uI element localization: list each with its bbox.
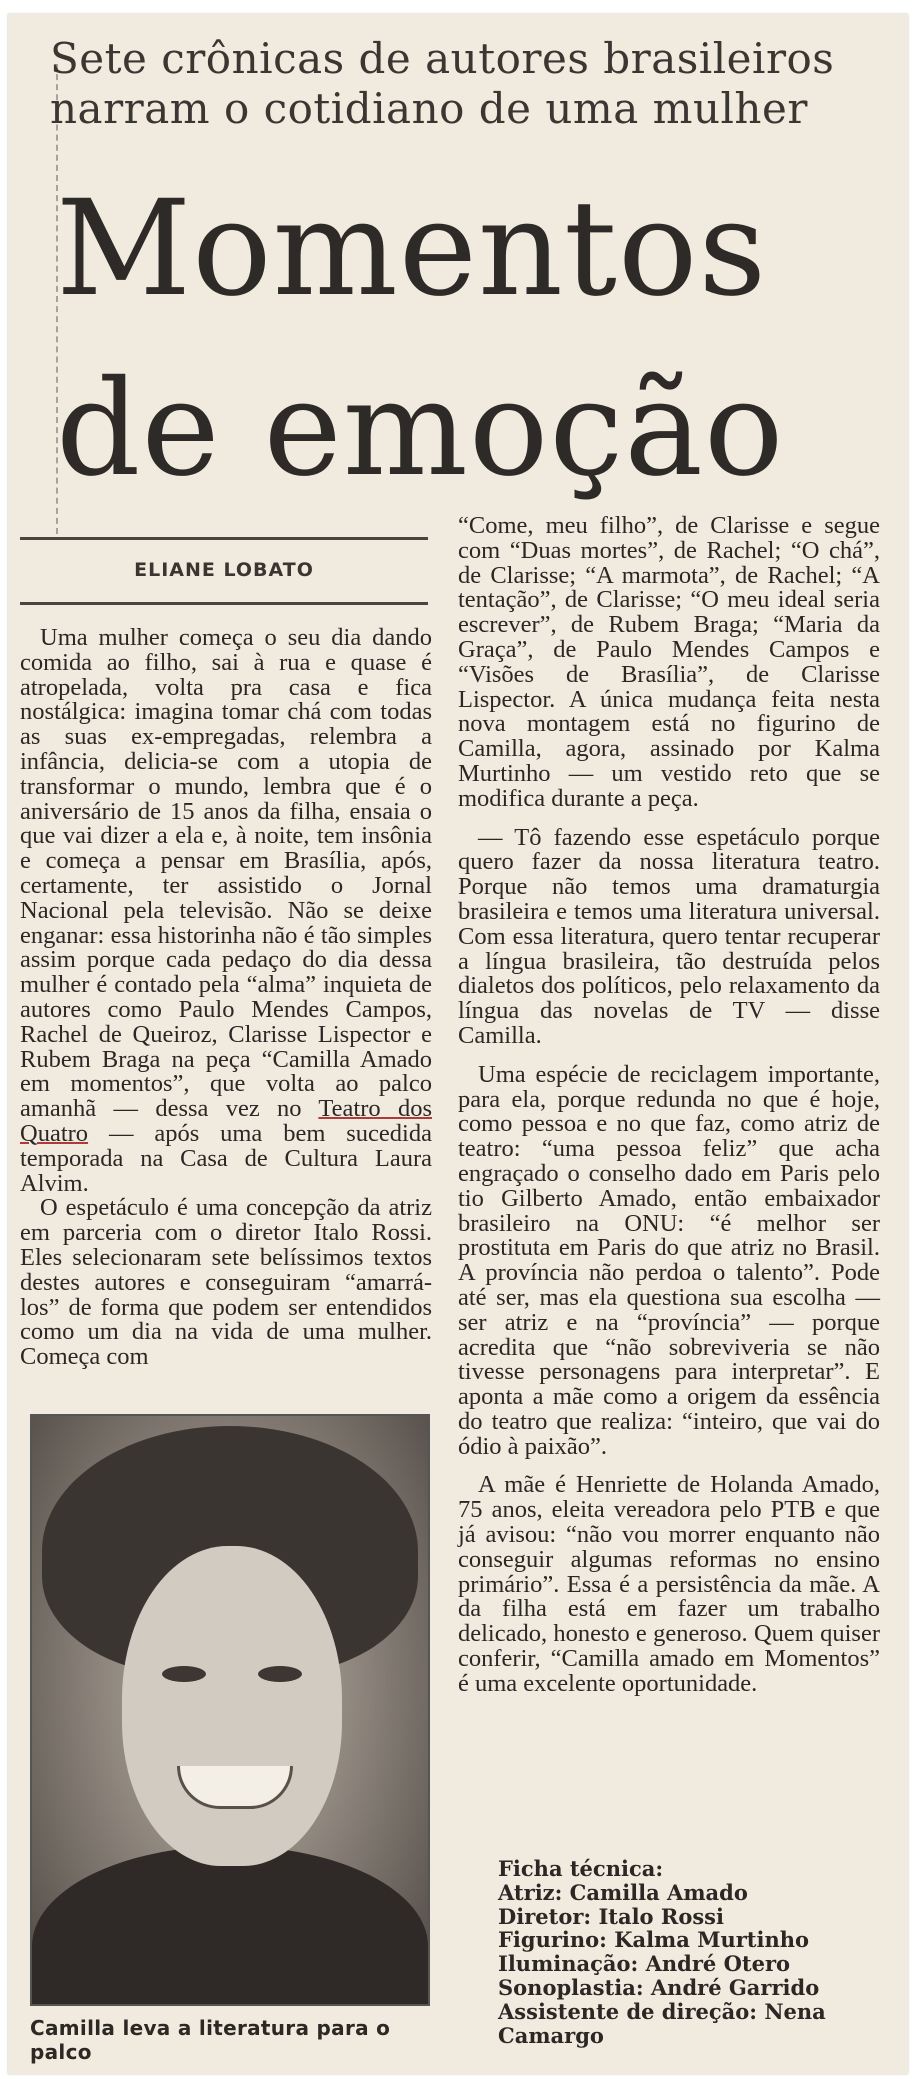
photo-shoulders-shape xyxy=(32,1846,428,2006)
paragraph-5: Uma espécie de reciclagem importante, para ela, porque redunda no que é hoje, como pessoa e no que faz, como atriz de teatro: “uma pessoa feliz” que acha engraçado o conselho dado em Paris pelo tio Gilberto Amado, então embaixador brasileiro na ONU: “é melhor ser prostituta em Paris do que atriz no Brasil. A província não perdoa o talento”. Pode até ser, mas ela questiona sua escolha — ser atriz e na “província” — porque acredita que “não sobreviveria se não tivesse personagens para interpretar”. E aponta a mãe como a origem da essência do teatro que realiza: “inteiro, que vai do ódio à paixão”. xyxy=(458,1060,880,1460)
kicker-line-1: Sete crônicas de autores brasileiros xyxy=(50,34,835,83)
paragraph-1 xyxy=(20,626,432,1196)
portrait-photo xyxy=(30,1414,430,2006)
paragraph-6: A mãe é Henriette de Holanda Amado, 75 anos, eleita vereadora pelo PTB e que já avisou: “não vou morrer enquanto não conseguir algumas reformas no ensino primário”. Essa é a persistência da mãe. A da filha está em fazer um trabalho delicado, honesto e generoso. Quem quiser conferir, “Camilla amado em Momentos” é uma excelente oportunidade. xyxy=(458,1471,880,1697)
kicker xyxy=(50,34,870,134)
byline-top-rule xyxy=(20,537,428,540)
headline-line-1: Momentos xyxy=(56,172,768,326)
photo-smile xyxy=(177,1766,293,1809)
kicker-line-2: narram o cotidiano de uma mulher xyxy=(50,84,808,133)
paragraph-1-text-b: — após uma bem sucedida temporada na Casa de Cultura Laura Alvim. xyxy=(20,1119,432,1197)
paragraph-3: “Come, meu filho”, de Clarisse e segue com “Duas mortes”, de Rachel; “O chá”, de Clarisse; “A marmota”, de Rachel; “A tentação”, de Clarisse; “O meu ideal seria escrever”, de Rubem Braga; “Maria da Graça”, de Paulo Mendes Campos e “Visões de Brasília”, de Clarisse Lispector. A única mudança feita nesta nova montagem está no figurino de Camilla, agora, assinado por Kalma Murtinho — um vestido reto que se modifica durante a peça. xyxy=(458,512,880,812)
paragraph-4: — Tô fazendo esse espetáculo porque quero fazer da nossa literatura teatro. Porque não temos uma dramaturgia brasileira e temos uma literatura universal. Com essa literatura, quero tentar recuperar a língua brasileira, tão destruída pelos dialetos dos políticos, pelo relaxamento da língua das novelas de TV — disse Camilla. xyxy=(458,823,880,1049)
credit-actress: Atriz: Camilla Amado xyxy=(498,1879,748,1905)
column-1 xyxy=(20,626,432,1370)
credit-assistant-director: Assistente de direção: Nena Camargo xyxy=(498,1998,826,2048)
photo-face-shape xyxy=(122,1546,342,1866)
column-2 xyxy=(458,514,880,1697)
photo-eye-left xyxy=(162,1666,206,1682)
credit-costume: Figurino: Kalma Murtinho xyxy=(498,1927,809,1953)
credit-lighting: Iluminação: André Otero xyxy=(498,1951,791,1977)
photo-eye-right xyxy=(258,1666,302,1682)
newspaper-clipping xyxy=(8,14,908,2074)
byline: ELIANE LOBATO xyxy=(134,559,314,581)
byline-bottom-rule xyxy=(20,602,428,605)
paragraph-2: O espetáculo é uma concepção da atriz em parceria com o diretor Italo Rossi. Eles selecionaram sete belíssimos textos destes autores e conseguiram “amarrá-los” de forma que podem ser entendidos como um dia na vida de uma mulher. Começa com xyxy=(20,1194,432,1371)
paragraph-1-text-a: Uma mulher começa o seu dia dando comida ao filho, sai à rua e quase é atropelada, volta pra casa e fica nostálgica: imagina tomar chá com todas as suas ex-empregadas, relembra a infância, delicia-se com a utopia de transformar o mundo, lembra que é o aniversário de 15 anos da filha, ensaia o que vai dizer a ela e, à noite, tem insônia e começa a pensar em Brasília, após, certamente, ter assistido o Jornal Nacional pela televisão. Não se deixe enganar: essa historinha não é tão simples assim porque cada pedaço do dia dessa mulher é contado pela “alma” inquieta de autores como Paulo Mendes Campos, Rachel de Queiroz, Clarisse Lispector e Rubem Braga na peça “Camilla Amado em momentos”, que volta ao palco amanhã — dessa vez no xyxy=(20,624,432,1123)
headline xyxy=(56,159,896,519)
photo-caption: Camilla leva a literatura para o palco xyxy=(30,2016,391,2064)
credit-sound: Sonoplastia: André Garrido xyxy=(498,1974,820,2000)
credits-title: Ficha técnica: xyxy=(498,1856,664,1881)
credit-director: Diretor: Italo Rossi xyxy=(498,1903,724,1929)
venue-name: Teatro dos Quatro xyxy=(20,1095,432,1147)
headline-line-2: de emoção xyxy=(56,352,785,506)
technical-credits xyxy=(498,1857,898,2047)
